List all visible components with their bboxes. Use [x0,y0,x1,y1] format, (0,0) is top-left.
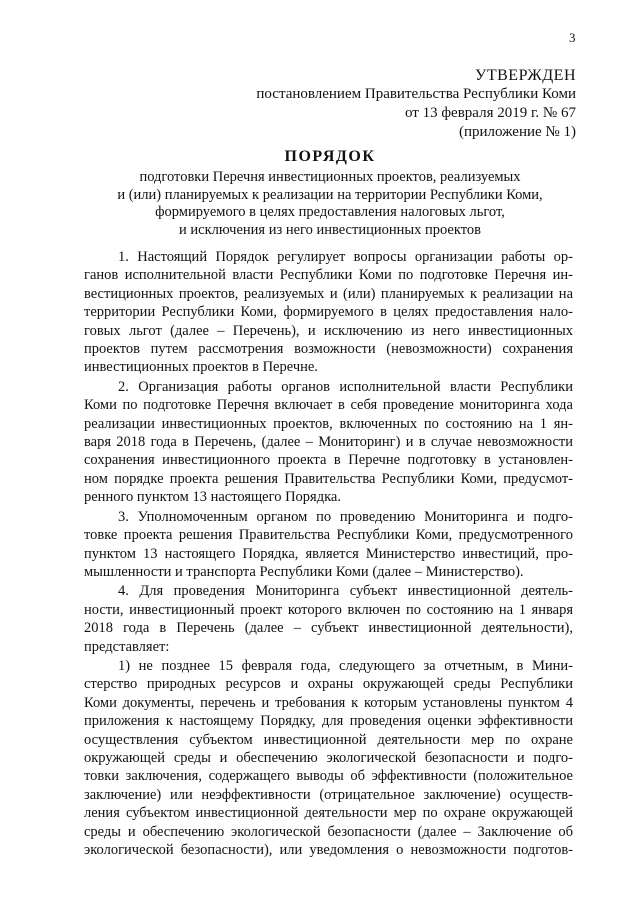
paragraph-line: вестиционных проектов, реализуемых и (или) планируемых к реализации на [84,285,573,302]
paragraph-line: пунктом 13 настоящего Порядка, является Министерство инвестиций, про- [84,545,573,562]
paragraph-line: сохранения инвестиционного проекта в Перечне подготовку в установлен- [84,452,573,469]
paragraph-line: 1) не позднее 15 февраля года, следующего за отчетным, в Мини- [118,657,573,674]
approval-stamp-block [256,66,576,142]
approval-approved: УТВЕРЖДЕН [475,67,576,84]
paragraph-line: представляет: [84,638,170,655]
paragraph-4 [84,582,573,656]
paragraph-2 [84,378,573,507]
paragraph-line: проектов путем рассмотрения возможности (невозможности) сохранения [84,341,573,358]
paragraph-line: 4. Для проведения Мониторинга субъект инвестиционной деятель- [118,583,573,600]
document-subtitle [80,169,580,239]
document-heading [80,147,580,239]
document-body [84,248,573,860]
paragraph-line: Коми по подготовке Перечня включает в себя проведение мониторинга хода [84,397,573,414]
paragraph-line: инвестиционных проектов в Перечне. [84,359,318,376]
paragraph-line: 2. Организация работы органов исполнительной власти Республики [118,378,573,395]
paragraph-line: экологической безопасности), или уведомления о невозможности подготов- [84,842,573,858]
paragraph-line: ном порядке проекта решения Правительства Республики Коми, предусмот- [84,470,573,487]
approval-line-2: от 13 февраля 2019 г. № 67 [404,105,576,121]
paragraph-line: 2018 года в Перечень (далее – субъект инвестиционной деятельности), [84,620,573,637]
paragraph-line: варя 2018 года в Перечень, (далее – Мониторинг) и в случае невозможности [84,434,573,451]
paragraph-line: говых льгот (далее – Перечень), и исключению из него инвестиционных [84,322,573,339]
paragraph-line: ления субъектом инвестиционной деятельности мер по охране окружающей [84,805,573,822]
paragraph-1 [84,248,573,377]
approval-line-1: постановлением Правительства Республики Коми [256,86,576,102]
paragraph-line: окружающей среды и обеспечению экологической безопасности и подго- [84,749,573,766]
paragraph-line: ренного пунктом 13 настоящего Порядка. [84,489,341,506]
paragraph-line: 1. Настоящий Порядок регулирует вопросы организации работы ор- [118,249,573,265]
subtitle-line: формируемого в целях предоставления налоговых льгот, [155,204,505,220]
subtitle-line: и исключения из него инвестиционных проектов [179,221,481,238]
subtitle-line: и (или) планируемых к реализации на территории Республики Коми, [117,186,543,203]
paragraph-line: реализации инвестиционных проектов, включенных по состоянию на 1 ян- [84,415,573,432]
paragraph-line: территории Республики Коми, формируемого в целях предоставления нало- [84,304,573,321]
subtitle-line: подготовки Перечня инвестиционных проектов, реализуемых [139,169,521,185]
paragraph-5 [84,657,573,859]
paragraph-3 [84,508,573,582]
page-number: 3 [569,30,576,45]
paragraph-line: заключение) или неэффективности (отрицательное заключение) осуществ- [84,786,573,803]
paragraph-line: ганов исполнительной власти Республики Коми по подготовке Перечня ин- [84,267,573,284]
document-title: ПОРЯДОК [284,148,376,165]
paragraph-line: 3. Уполномоченным органом по проведению Мониторинга и подго- [118,508,573,525]
paragraph-line: осуществления субъектом инвестиционной деятельности мер по охране [84,731,573,748]
paragraph-line: Коми документы, перечень и требования к которым установлены пунктом 4 [84,694,573,711]
paragraph-line: среды и обеспечению экологической безопасности (далее – Заключение об [84,823,573,840]
paragraph-line: мышленности и транспорта Республики Коми (далее – Министерство). [84,563,524,580]
paragraph-line: стерство природных ресурсов и охраны окружающей среды Республики [84,676,573,693]
paragraph-line: ности, инвестиционный проект которого включен по состоянию на 1 января [84,601,573,618]
paragraph-line: товки заключения, содержащего выводы об эффективности (положительное [84,768,573,785]
paragraph-line: товке проекта решения Правительства Республики Коми, предусмотренного [84,527,573,544]
approval-line-3: (приложение № 1) [458,124,576,140]
paragraph-line: приложения к настоящему Порядку, для проведения оценки эффективности [84,713,573,730]
